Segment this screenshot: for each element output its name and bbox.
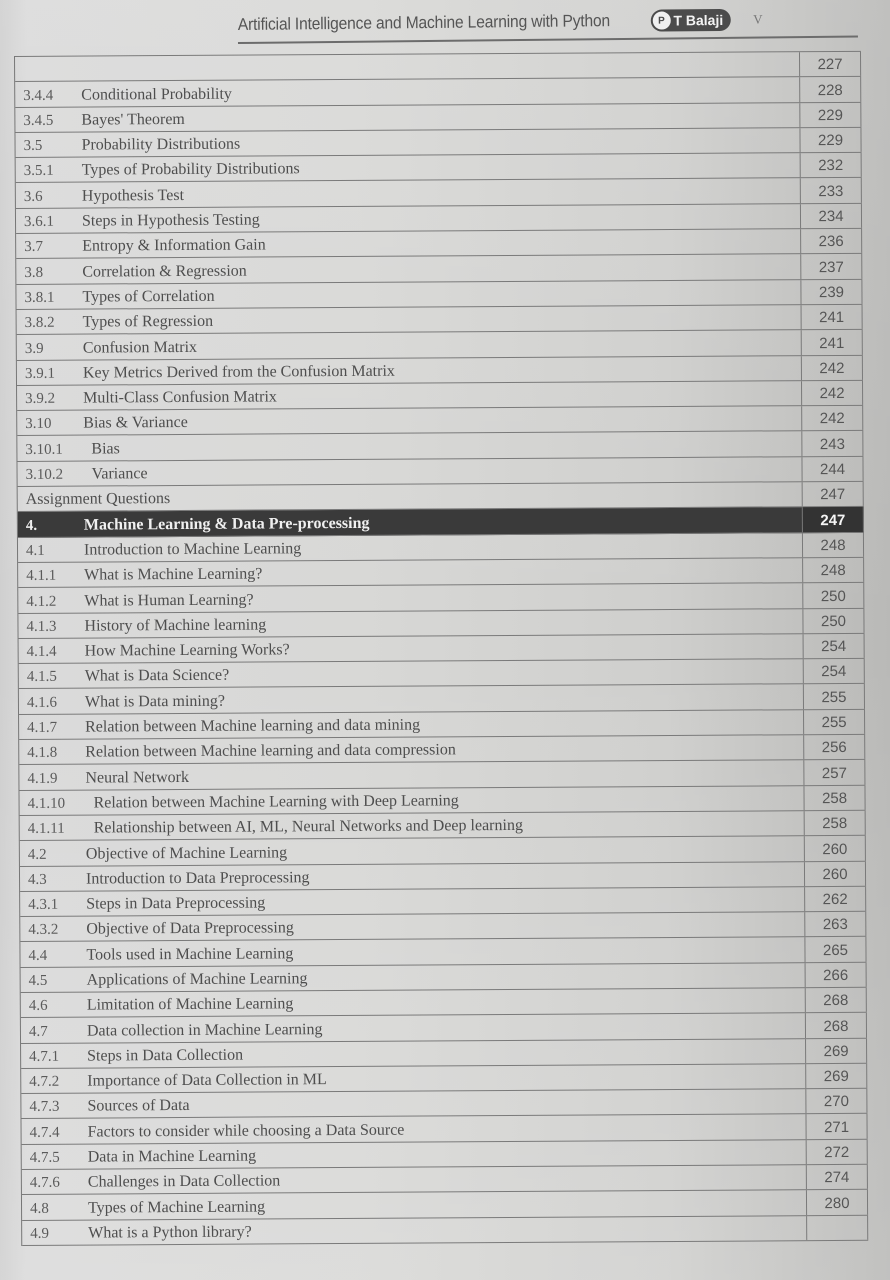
- page-number: 270: [805, 1089, 867, 1114]
- section-number: 3.9: [24, 340, 44, 357]
- section-number: 3.10: [25, 416, 52, 433]
- table-of-contents: [14, 51, 868, 1246]
- section-number: 3.5: [23, 138, 43, 155]
- section-title: Introduction to Machine Learning: [83, 540, 302, 559]
- page-number: 248: [802, 532, 864, 557]
- page-number: 242: [801, 406, 863, 431]
- page-number: 256: [803, 735, 865, 760]
- toc-entry: [22, 1220, 806, 1245]
- section-number: 4.1.2: [26, 593, 57, 610]
- section-title: Correlation & Regression: [82, 262, 247, 281]
- section-number: 4.1: [25, 542, 45, 559]
- section-number: 3.6: [23, 188, 43, 205]
- section-title: Probability Distributions: [81, 135, 241, 154]
- section-number: 3.7: [24, 239, 43, 256]
- section-title: History of Machine learning: [84, 616, 267, 635]
- page-number: 234: [800, 204, 862, 229]
- page-number: 247: [802, 482, 864, 507]
- section-title: Relationship between AI, ML, Neural Networks and Deep learning: [93, 817, 523, 837]
- section-number: 4.1.1: [26, 567, 57, 585]
- section-number: 3.9.1: [24, 365, 55, 382]
- section-title: Steps in Data Collection: [87, 1046, 244, 1065]
- section-number: 4.1.7: [27, 719, 58, 736]
- running-header: [238, 2, 858, 44]
- section-title: Hypothesis Test: [81, 186, 185, 205]
- section-title: Assignment Questions: [25, 490, 171, 509]
- section-title: Neural Network: [85, 768, 189, 787]
- section-title: What is Data mining?: [84, 692, 225, 711]
- section-title: Variance: [91, 465, 148, 483]
- page-number: 263: [804, 912, 866, 937]
- page-number: 229: [799, 102, 861, 127]
- section-title: Types of Machine Learning: [87, 1198, 266, 1217]
- section-number: 4.4: [28, 947, 48, 964]
- section-number: 4.7.2: [29, 1073, 60, 1091]
- page-number: 265: [804, 937, 866, 962]
- section-number: 4.: [25, 517, 38, 534]
- section-number: 4.7.1: [29, 1048, 60, 1065]
- page-number: 266: [805, 962, 867, 987]
- section-title: Data collection in Machine Learning: [86, 1020, 323, 1040]
- page-number: 257: [803, 760, 865, 785]
- section-title: Data in Machine Learning: [87, 1147, 257, 1166]
- page-number: 258: [803, 785, 865, 810]
- section-title: What is Data Science?: [84, 667, 230, 686]
- section-title: Steps in Hypothesis Testing: [81, 211, 260, 230]
- section-title: Machine Learning & Data Pre-processing: [83, 514, 370, 534]
- section-title: Key Metrics Derived from the Confusion Matrix: [82, 362, 395, 382]
- section-title: Importance of Data Collection in ML: [87, 1071, 327, 1090]
- section-title: Bias & Variance: [83, 414, 188, 433]
- book-title: Artificial Intelligence and Machine Learning with Python: [237, 11, 611, 35]
- page-number: 236: [800, 229, 862, 254]
- section-number: 3.4.4: [23, 87, 54, 104]
- section-number: 4.1.8: [27, 745, 58, 762]
- section-number: 4.7: [28, 1023, 48, 1040]
- section-title: Relation between Machine learning and data mining: [85, 716, 421, 736]
- page-number-roman: V: [753, 11, 763, 27]
- section-number: 4.6: [28, 998, 48, 1015]
- section-number: 4.1.9: [27, 770, 58, 787]
- page-number: 242: [801, 355, 863, 380]
- section-title: Factors to consider while choosing a Data Source: [87, 1121, 405, 1141]
- section-number: 4.7.3: [29, 1099, 60, 1116]
- section-number: 4.3.1: [28, 896, 59, 914]
- section-number: 4.1.6: [26, 694, 57, 711]
- section-title: Steps in Data Preprocessing: [86, 894, 266, 913]
- page-number: 244: [801, 457, 863, 482]
- page-number: 268: [805, 988, 867, 1013]
- page-number: 269: [805, 1038, 867, 1063]
- page-number: 260: [804, 836, 866, 861]
- page-number: 255: [803, 710, 865, 735]
- section-number: 4.2: [27, 846, 47, 863]
- section-title: Relation between Machine learning and data compression: [85, 741, 456, 761]
- page-number: 241: [801, 305, 863, 330]
- page-number: 237: [800, 254, 862, 279]
- section-number: 4.1.10: [27, 795, 66, 812]
- section-number: 3.4.5: [23, 112, 54, 129]
- section-number: 4.3.2: [28, 922, 59, 939]
- page-number: 274: [806, 1165, 868, 1190]
- section-number: 4.8: [29, 1200, 49, 1217]
- section-number: 4.7.6: [29, 1175, 60, 1192]
- page-number: 255: [803, 684, 865, 709]
- page-number: 241: [801, 330, 863, 355]
- page-number: 271: [805, 1114, 867, 1139]
- section-title: Types of Probability Distributions: [81, 160, 300, 180]
- section-number: 3.10.1: [25, 441, 63, 458]
- page-number: 232: [800, 153, 862, 178]
- section-number: 4.1.4: [26, 643, 57, 661]
- section-title: Objective of Machine Learning: [85, 843, 288, 863]
- page-number: 254: [803, 659, 865, 684]
- section-number: 3.9.2: [25, 390, 56, 408]
- section-title: Bayes' Theorem: [81, 110, 185, 129]
- section-number: 4.1.11: [27, 820, 65, 838]
- section-title: Introduction to Data Preprocessing: [85, 869, 310, 888]
- publisher-logo-icon: P: [652, 11, 670, 29]
- page-number: 269: [805, 1064, 867, 1089]
- section-title: Tools used in Machine Learning: [86, 944, 294, 964]
- section-title: Types of Correlation: [82, 287, 215, 306]
- page-number: 272: [806, 1140, 868, 1165]
- section-title: Types of Regression: [82, 313, 214, 331]
- section-number: 4.9: [30, 1225, 49, 1242]
- section-number: 4.5: [28, 972, 48, 989]
- page-number: 248: [802, 558, 864, 583]
- section-title: Confusion Matrix: [82, 338, 198, 357]
- section-title: What is a Python library?: [88, 1223, 252, 1242]
- publisher-badge: [650, 9, 731, 32]
- section-number: 4.1.5: [26, 669, 57, 686]
- section-title: Sources of Data: [87, 1097, 190, 1116]
- page-number: 242: [801, 381, 863, 406]
- page-number: 228: [799, 77, 861, 102]
- section-title: Bias: [91, 440, 120, 458]
- page-number: 243: [801, 431, 863, 456]
- section-number: 3.8.2: [24, 315, 55, 332]
- toc-row: [22, 1215, 868, 1245]
- section-number: 3.6.1: [23, 213, 55, 231]
- section-title: Multi-Class Confusion Matrix: [83, 388, 277, 407]
- page-number: 260: [804, 861, 866, 886]
- section-title: Conditional Probability: [81, 85, 232, 104]
- section-number: 3.10.2: [25, 466, 64, 483]
- section-number: 3.8.1: [24, 289, 55, 306]
- section-title: What is Machine Learning?: [84, 565, 263, 584]
- page-number: 239: [800, 279, 862, 304]
- page-number: 247: [802, 507, 864, 532]
- section-title: How Machine Learning Works?: [84, 641, 290, 660]
- section-title: Applications of Machine Learning: [86, 970, 308, 989]
- page-number: 258: [804, 811, 866, 836]
- page-number: 250: [802, 608, 864, 633]
- page-number: 233: [800, 178, 862, 203]
- page-number: 268: [805, 1013, 867, 1038]
- page-number: [806, 1215, 868, 1240]
- section-title: Objective of Data Preprocessing: [86, 919, 294, 938]
- page-number: 229: [799, 128, 861, 153]
- page-number: 254: [803, 634, 865, 659]
- section-number: 3.5.1: [23, 163, 54, 180]
- section-number: 4.3: [27, 871, 47, 888]
- section-number: 4.7.4: [29, 1124, 60, 1141]
- publisher-name: T Balaji: [673, 11, 724, 29]
- section-number: 4.7.5: [29, 1149, 60, 1166]
- section-title: Limitation of Machine Learning: [86, 995, 294, 1014]
- section-number: 3.8: [24, 264, 44, 281]
- page-number: 262: [804, 887, 866, 912]
- page-number: 227: [799, 52, 861, 77]
- page-number: 250: [802, 583, 864, 608]
- section-title: What is Human Learning?: [84, 591, 254, 610]
- section-title: Relation between Machine Learning with Deep Learning: [93, 792, 459, 812]
- section-number: 4.1.3: [26, 618, 57, 635]
- section-title: Entropy & Information Gain: [82, 236, 266, 255]
- page-number: 280: [806, 1190, 868, 1215]
- section-title: Challenges in Data Collection: [87, 1172, 281, 1191]
